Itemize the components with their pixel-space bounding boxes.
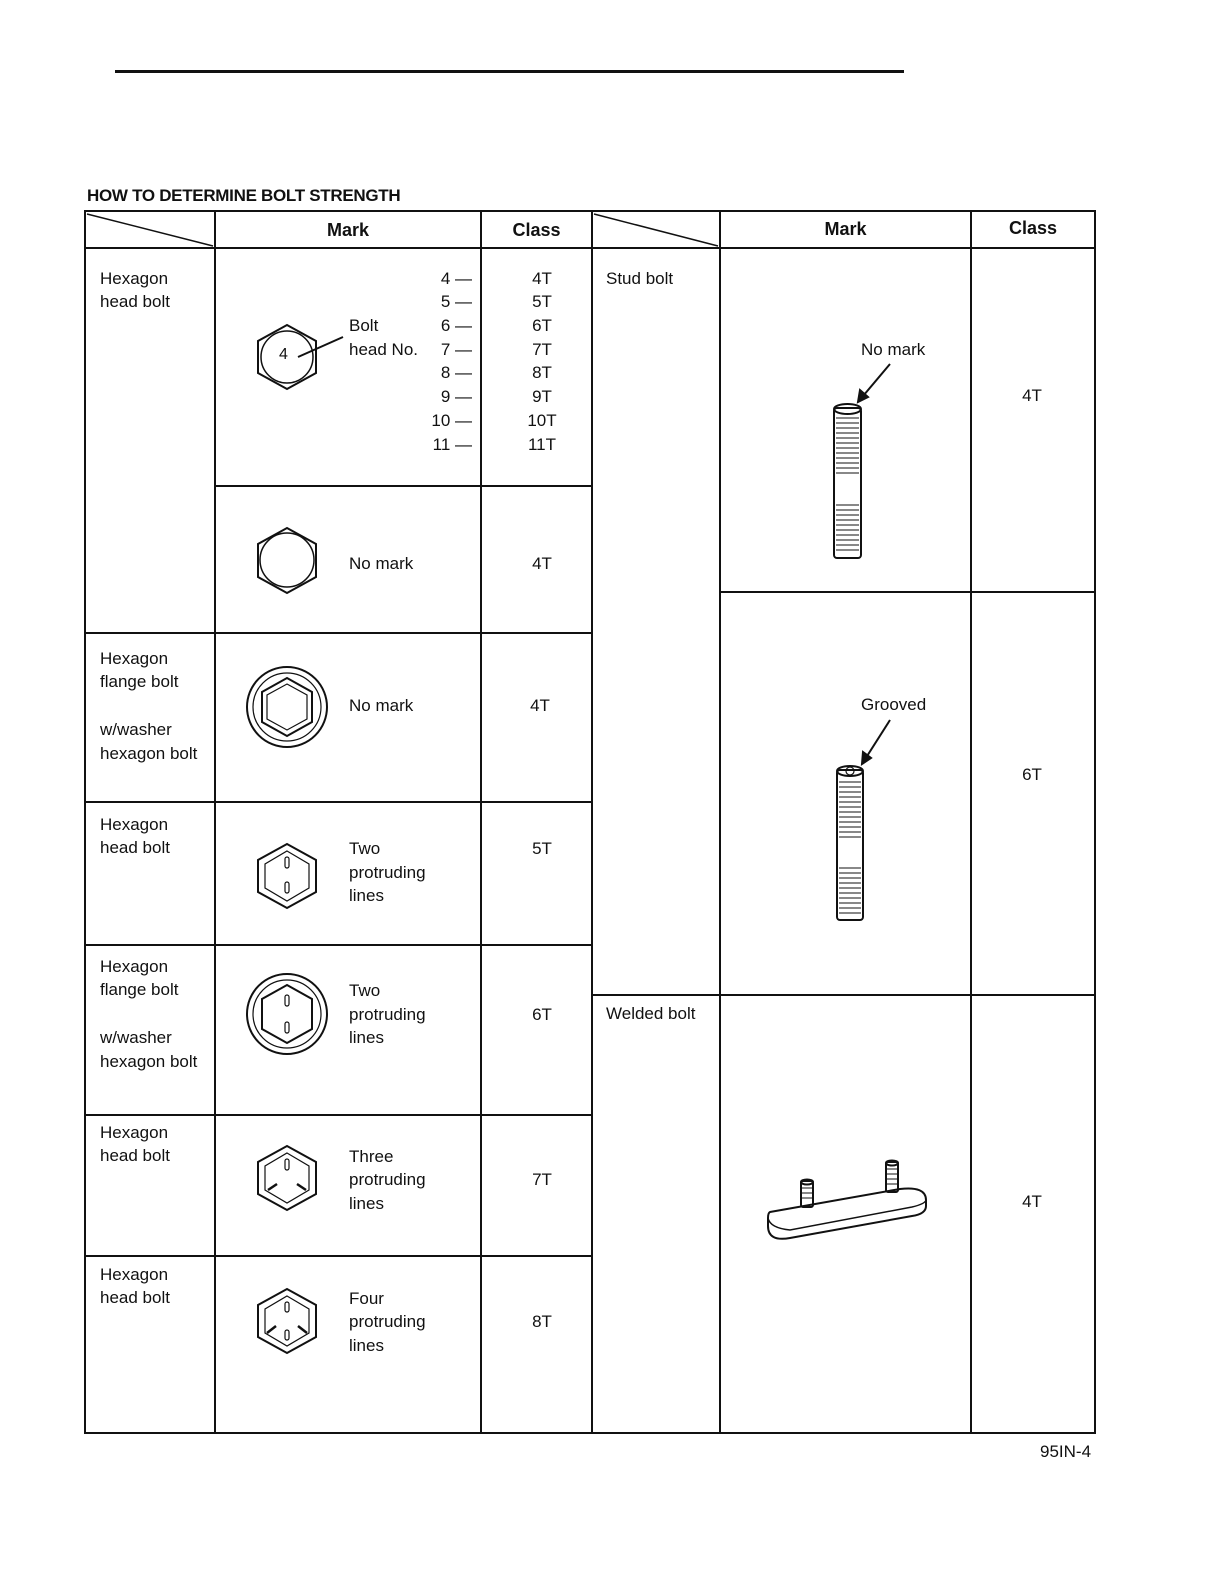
mark-label: lines bbox=[349, 1336, 384, 1355]
bolt-type-label: w/washer bbox=[100, 1028, 172, 1047]
head-number-entry: 7 — bbox=[440, 340, 472, 359]
mark-label: Four bbox=[349, 1289, 384, 1308]
bolt-type-label: hexagon bolt bbox=[100, 1052, 198, 1071]
mark-label: head No. bbox=[349, 340, 418, 359]
mark-label: protruding bbox=[349, 1005, 426, 1024]
stud-bolt-threads bbox=[836, 418, 859, 550]
bolt-type-label: Hexagon bbox=[100, 1265, 169, 1284]
left-mark-header: Mark bbox=[326, 220, 370, 240]
class-value: 6T bbox=[532, 1005, 552, 1024]
mark-label: No mark bbox=[349, 554, 414, 573]
mark-label: protruding bbox=[349, 1170, 426, 1189]
class-value: 11T bbox=[527, 435, 557, 454]
class-value: 7T bbox=[532, 340, 552, 359]
left-class-header: Class bbox=[512, 220, 561, 240]
class-value: 5T bbox=[532, 292, 552, 311]
class-value: 10T bbox=[527, 411, 557, 430]
mark-label: Two bbox=[349, 839, 381, 858]
bolt-type-label: hexagon bolt bbox=[100, 744, 198, 763]
head-number-entry: 8 — bbox=[440, 363, 472, 382]
bolt-type-label: Hexagon bbox=[100, 957, 169, 976]
bolt-type-label: flange bolt bbox=[100, 980, 179, 999]
mark-label: lines bbox=[349, 1028, 384, 1047]
mark-label: lines bbox=[349, 886, 384, 905]
bolt-type-label: Hexagon bbox=[100, 269, 169, 288]
mark-label: Two bbox=[349, 981, 381, 1000]
bolt-type-label: flange bolt bbox=[100, 672, 179, 691]
head-number-entry: 5 — bbox=[440, 292, 472, 311]
mark-label: protruding bbox=[349, 863, 426, 882]
flange-two-lines-icon bbox=[247, 974, 327, 1054]
bolt-type-label: Stud bolt bbox=[606, 269, 674, 288]
flange-no-mark-icon bbox=[247, 667, 327, 747]
stud-bolt-grooved-icon bbox=[837, 720, 890, 920]
callout-label: Grooved bbox=[861, 695, 927, 714]
class-value: 8T bbox=[532, 1312, 552, 1331]
head-number-entry: 10 — bbox=[431, 411, 472, 430]
bolt-type-label: Welded bolt bbox=[606, 1004, 696, 1023]
mark-label: Three bbox=[349, 1147, 394, 1166]
class-value: 8T bbox=[532, 363, 552, 382]
bolt-type-label: Hexagon bbox=[100, 815, 169, 834]
page-title: HOW TO DETERMINE BOLT STRENGTH bbox=[87, 186, 401, 205]
class-value: 4T bbox=[532, 269, 552, 288]
head-number-entry: 6 — bbox=[440, 316, 472, 335]
bolt-type-label: Hexagon bbox=[100, 649, 169, 668]
head-number-entry: 9 — bbox=[440, 387, 472, 406]
bolt-type-label: head bolt bbox=[100, 1146, 170, 1165]
mark-label: No mark bbox=[349, 696, 414, 715]
bolt-type-label: w/washer bbox=[100, 720, 172, 739]
welded-bolt-icon bbox=[768, 1161, 926, 1239]
bolt-type-label: Hexagon bbox=[100, 1123, 169, 1142]
callout-label: No mark bbox=[861, 340, 926, 359]
right-class-header: Class bbox=[1008, 218, 1058, 238]
figure-code: 95IN-4 bbox=[1040, 1442, 1092, 1461]
head-number-entry: 11 — bbox=[432, 435, 472, 454]
mark-label: protruding bbox=[349, 1312, 426, 1331]
hex-three-lines-icon bbox=[258, 1146, 316, 1210]
class-value: 6T bbox=[532, 316, 552, 335]
mark-label: lines bbox=[349, 1194, 384, 1213]
right-mark-header: Mark bbox=[824, 219, 867, 239]
class-value: 6T bbox=[1022, 765, 1042, 784]
mark-label: Bolt bbox=[349, 316, 379, 335]
bolt-type-label: head bolt bbox=[100, 292, 170, 311]
hex-no-mark-icon bbox=[258, 528, 316, 593]
class-value: 4T bbox=[530, 696, 550, 715]
hex-two-lines-icon bbox=[258, 844, 316, 908]
grooved-bolt-threads bbox=[839, 782, 861, 913]
class-value: 4T bbox=[532, 554, 552, 573]
class-value: 4T bbox=[1022, 1192, 1042, 1211]
hex-head-number-icon bbox=[258, 325, 343, 389]
stud-bolt-no-mark-icon bbox=[834, 364, 890, 558]
class-value: 5T bbox=[532, 839, 552, 858]
class-value: 4T bbox=[1022, 386, 1042, 405]
class-value: 7T bbox=[532, 1170, 552, 1189]
head-number-entry: 4 — bbox=[440, 269, 472, 288]
head-number: 4 bbox=[279, 346, 288, 363]
hex-four-lines-icon bbox=[258, 1289, 316, 1353]
class-value: 9T bbox=[532, 387, 552, 406]
bolt-type-label: head bolt bbox=[100, 838, 170, 857]
bolt-type-label: head bolt bbox=[100, 1288, 170, 1307]
